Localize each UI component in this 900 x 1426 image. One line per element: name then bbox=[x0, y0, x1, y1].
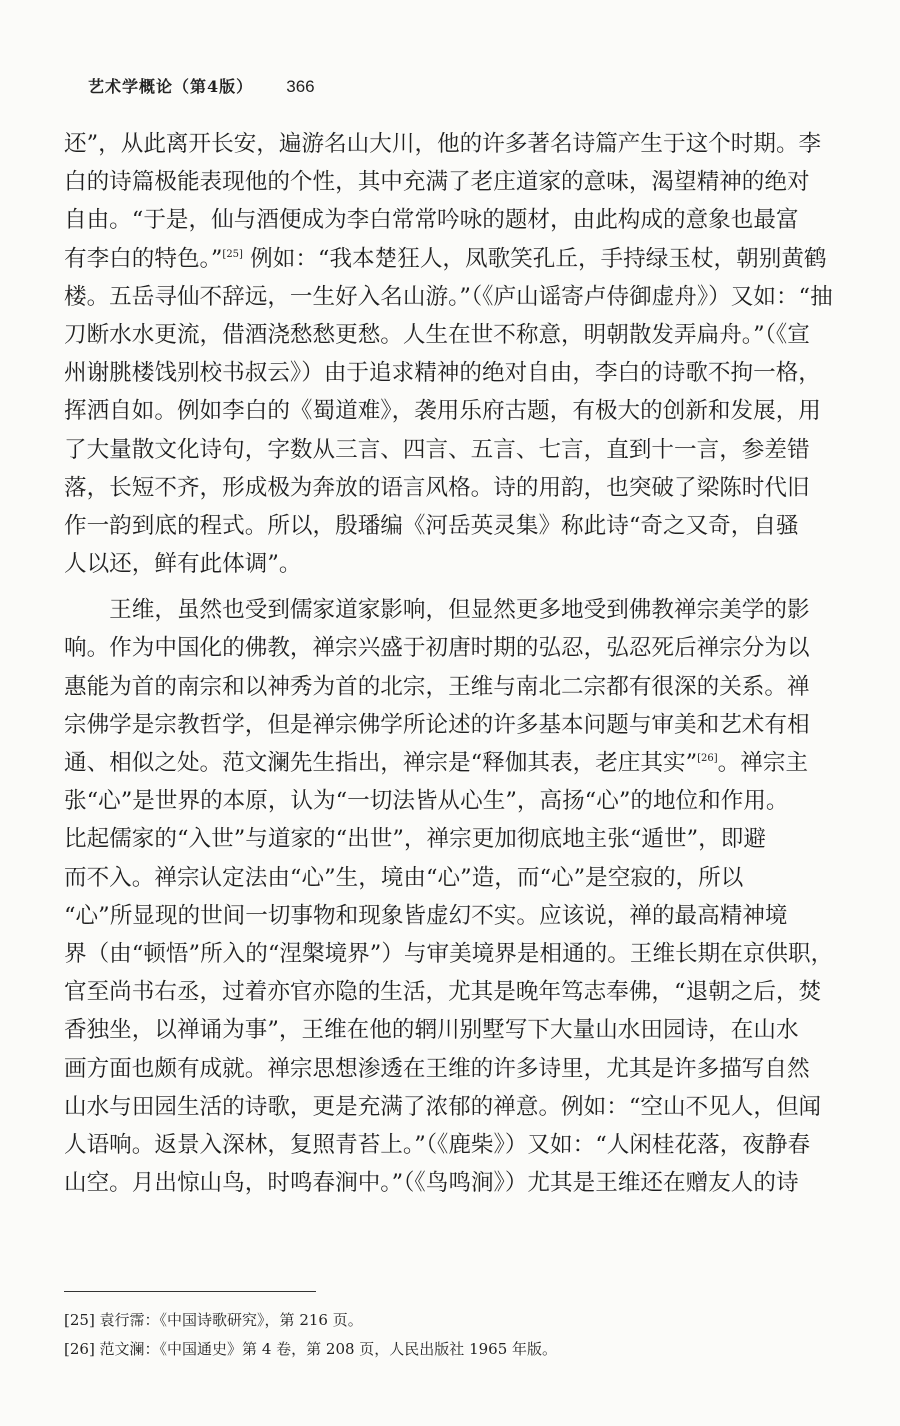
text-line bbox=[64, 125, 822, 163]
footnotes bbox=[64, 1306, 557, 1364]
text-line bbox=[64, 1011, 808, 1049]
text-line bbox=[64, 782, 808, 820]
text-line bbox=[64, 935, 834, 973]
text-line bbox=[64, 354, 821, 392]
line-text: 山水与田园生活的诗歌，更是充满了浓郁的禅意。例如：“空山不见人，但闻 bbox=[64, 1093, 822, 1120]
line-text: 响。作为中国化的佛教，禅宗兴盛于初唐时期的弘忍，弘忍死后禅宗分为以 bbox=[64, 635, 810, 662]
line-text: 刀断水水更流，借酒浇愁愁更愁。人生在世不称意，明朝散发弄扁舟。”（《宣 bbox=[64, 321, 810, 348]
line-text-continued: 例如：“我本楚狂人，凤歌笑孔丘，手持绿玉杖，朝别黄鹤 bbox=[242, 245, 827, 272]
line-text: 山空。月出惊山鸟，时鸣春涧中。”（《鸟鸣涧》）尤其是王维还在赠友人的诗 bbox=[64, 1170, 799, 1197]
line-text: 白的诗篇极能表现他的个性，其中充满了老庄道家的意味，渴望精神的绝对 bbox=[64, 169, 810, 196]
text-line bbox=[64, 973, 822, 1011]
footnote: [25] 袁行霈：《中国诗歌研究》，第 216 页。 bbox=[64, 1311, 363, 1329]
text-line bbox=[64, 1126, 811, 1164]
text-line bbox=[64, 820, 808, 858]
line-text: 挥洒自如。例如李白的《蜀道难》，袭用乐府古题，有极大的创新和发展，用 bbox=[64, 398, 821, 425]
line-text: 作一韵到底的程式。所以，殷璠编《河岳英灵集》称此诗“奇之又奇，自骚 bbox=[64, 512, 799, 539]
line-text: 张“心”是世界的本原，认为“一切法皆从心生”，高扬“心”的地位和作用。 bbox=[64, 788, 789, 815]
page-number: 366 bbox=[286, 77, 315, 96]
line-text: 人以还，鲜有此体调”。 bbox=[64, 551, 302, 578]
text-line bbox=[64, 201, 808, 239]
line-text: 了大量散文化诗句，字数从三言、四言、五言、七言，直到十一言，参差错 bbox=[64, 436, 810, 463]
paragraph bbox=[64, 591, 834, 1202]
running-header bbox=[88, 74, 315, 97]
text-line bbox=[64, 431, 808, 469]
text-line bbox=[64, 278, 833, 316]
text-line bbox=[64, 507, 808, 545]
line-text: 官至尚书右丞，过着亦官亦隐的生活，尤其是晚年笃志奉佛，“退朝之后，焚 bbox=[64, 979, 822, 1006]
text-line bbox=[64, 744, 808, 782]
text-line bbox=[64, 392, 821, 430]
line-text: 自由。“于是，仙与酒便成为李白常常吟咏的题材，由此构成的意象也最富 bbox=[64, 207, 799, 234]
text-line bbox=[64, 163, 808, 201]
paragraph bbox=[64, 125, 833, 583]
line-text: 而不入。禅宗认定法由“心”生，境由“心”造，而“心”是空寂的，所以 bbox=[64, 864, 744, 891]
text-line bbox=[64, 706, 808, 744]
text-line bbox=[64, 545, 808, 583]
line-text: 还”，从此离开长安，遍游名山大川，他的许多著名诗篇产生于这个时期。李 bbox=[64, 131, 822, 157]
line-text: 宗佛学是宗教哲学，但是禅宗佛学所论述的许多基本问题与审美和艺术有相 bbox=[64, 711, 810, 738]
line-text: 落，长短不齐，形成极为奔放的语言风格。诗的用韵，也突破了梁陈时代旧 bbox=[64, 474, 810, 501]
footnote-divider bbox=[64, 1291, 316, 1292]
text-line bbox=[64, 1088, 822, 1126]
book-title: 艺术学概论（第4版） bbox=[88, 77, 254, 96]
line-text: 通、相似之处。范文澜先生指出，禅宗是“释伽其表，老庄其实” bbox=[64, 750, 698, 776]
text-line bbox=[64, 1050, 808, 1088]
line-text: 有李白的特色。” bbox=[64, 245, 223, 272]
footnote-marker[interactable]: [26] bbox=[697, 753, 718, 764]
line-text: “心”所显现的世间一切事物和现象皆虚幻不实。应该说，禅的最高精神境 bbox=[64, 902, 788, 929]
footnote: [26] 范文澜：《中国通史》第 4 卷，第 208 页，人民出版社 1965 年版。 bbox=[64, 1340, 558, 1358]
line-text-continued: 。禅宗主 bbox=[717, 750, 809, 776]
line-text: 州谢朓楼饯别校书叔云》）由于追求精神的绝对自由，李白的诗歌不拘一格， bbox=[64, 360, 821, 387]
line-text: 王维，虽然也受到儒家道家影响，但显然更多地受到佛教禅宗美学的影 bbox=[64, 597, 810, 624]
line-text: 界（由“顿悟”所入的“涅槃境界”）与审美境界是相通的。王维长期在京供职， bbox=[64, 940, 834, 967]
footnote-marker[interactable]: [25] bbox=[222, 248, 243, 260]
text-line bbox=[64, 668, 808, 706]
line-text: 香独坐，以禅诵为事”，王维在他的辋川别墅写下大量山水田园诗，在山水 bbox=[64, 1017, 799, 1044]
line-text: 画方面也颇有成就。禅宗思想渗透在王维的许多诗里，尤其是许多描写自然 bbox=[64, 1055, 810, 1082]
line-text: 比起儒家的“入世”与道家的“出世”，禅宗更加彻底地主张“遁世”，即避 bbox=[64, 826, 766, 853]
text-line bbox=[64, 240, 827, 278]
text-line bbox=[64, 316, 808, 354]
text-line bbox=[64, 629, 808, 667]
text-line bbox=[64, 1164, 808, 1202]
line-text: 楼。五岳寻仙不辞远，一生好入名山游。”（《庐山谣寄卢侍御虚舟》）又如：“抽 bbox=[64, 283, 833, 310]
body-text bbox=[64, 125, 834, 1202]
line-text: 人语响。返景入深林，复照青苔上。”（《鹿柴》）又如：“人闲桂花落，夜静春 bbox=[64, 1131, 811, 1158]
line-text: 惠能为首的南宗和以神秀为首的北宗，王维与南北二宗都有很深的关系。禅 bbox=[64, 673, 810, 700]
text-line bbox=[64, 897, 808, 935]
text-line bbox=[64, 859, 808, 897]
text-line bbox=[64, 469, 808, 507]
text-line bbox=[64, 591, 808, 629]
paragraph-gap bbox=[64, 583, 808, 591]
